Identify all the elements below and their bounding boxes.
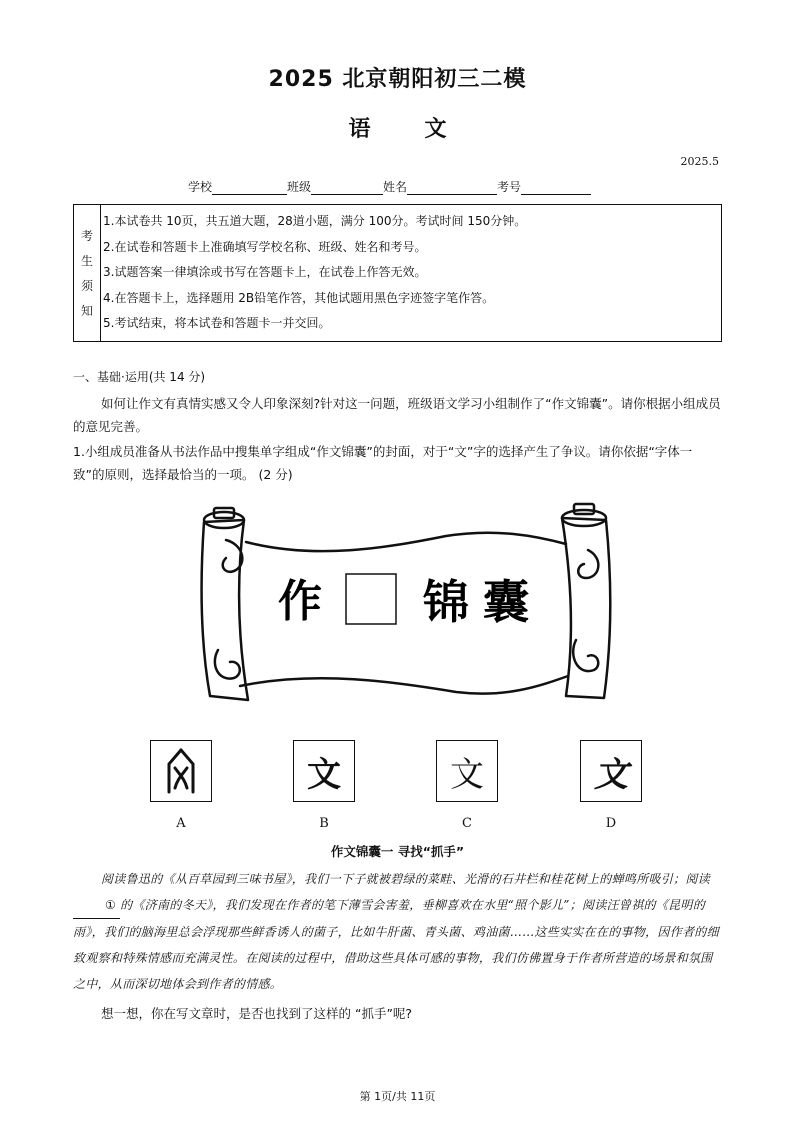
option-b-label: B xyxy=(319,816,329,831)
scroll-char-nang: 囊 xyxy=(483,575,529,629)
subject-title xyxy=(0,112,795,143)
page-footer: 第 1页/共 11页 xyxy=(359,1090,436,1103)
reading-part-a: 阅读鲁迅的《从百草园到三味书屋》，我们一下子就被碧绿的菜畦、光滑的石井栏和桂花树上的蝉鸣所吸引；阅读 xyxy=(101,872,711,886)
scroll-left-roller xyxy=(202,520,248,700)
option-d-label: D xyxy=(605,816,617,831)
name-label: 姓名 xyxy=(383,180,408,194)
notice-item: 1.本试卷共 10页，共五道大题，28道小题，满分 100分。考试时间 150分钟。 xyxy=(103,214,527,228)
option-c-box[interactable] xyxy=(436,740,498,802)
student-info-line xyxy=(188,178,591,195)
exam-date: 2025.5 xyxy=(680,155,719,168)
exam-notice-box xyxy=(73,204,722,342)
option-b-box[interactable] xyxy=(293,740,355,802)
seal-script-wen-icon xyxy=(161,746,201,796)
notice-item: 2.在试卷和答题卡上准确填写学校名称、班级、姓名和考号。 xyxy=(103,239,427,254)
class-label: 班级 xyxy=(287,180,312,194)
notice-side-label xyxy=(74,205,101,341)
subject-char-1: 语 xyxy=(348,117,371,142)
blank-1[interactable]: ① xyxy=(73,892,120,919)
exam-title: 2025 北京朝阳初三二模 xyxy=(268,67,527,92)
notice-item: 4.在答题卡上，选择题用 2B铅笔作答，其他试题用黑色字迹签字笔作答。 xyxy=(103,290,495,305)
exam-number-field[interactable] xyxy=(521,181,591,195)
notice-side-char: 生 xyxy=(80,254,93,268)
scroll-char-zuo: 作 xyxy=(278,576,322,627)
school-label: 学校 xyxy=(188,180,213,194)
section-heading: 一、基础·运用(共 14 分) xyxy=(73,370,206,384)
scroll-bottom-edge xyxy=(240,676,568,694)
option-c-label: C xyxy=(462,816,472,831)
option-a-label: A xyxy=(176,816,186,831)
notice-side-char: 知 xyxy=(80,304,93,318)
question-1: 1.小组成员准备从书法作品中搜集单字组成“作文锦囊”的封面，对于“文”字的选择产生了争议。请你依据“字体一致”的原则，选择最恰当的一项。 (2 分) xyxy=(73,444,693,482)
option-b-glyph: 文 xyxy=(307,754,341,795)
option-a-box[interactable] xyxy=(150,740,212,802)
tip-1-title: 作文锦囊一 寻找“抓手” xyxy=(330,844,465,859)
scroll-top-edge xyxy=(246,533,566,551)
exam-number-label: 考号 xyxy=(497,180,522,194)
school-field[interactable] xyxy=(212,181,287,195)
option-d-glyph: 文 xyxy=(594,754,628,795)
subject-char-2: 文 xyxy=(424,117,447,142)
option-d-box[interactable] xyxy=(580,740,642,802)
notice-side-char: 须 xyxy=(80,279,93,293)
reading-passage xyxy=(73,866,723,997)
scroll-illustration xyxy=(196,500,616,710)
reflection-question: 想一想，你在写文章时，是否也找到了这样的 “抓手”呢? xyxy=(101,1006,413,1021)
notice-item: 3.试题答案一律填涂或书写在答题卡上，在试卷上作答无效。 xyxy=(103,265,427,279)
notice-item: 5.考试结束，将本试卷和答题卡一并交回。 xyxy=(103,316,331,330)
scroll-char-jin: 锦 xyxy=(423,575,469,629)
name-field[interactable] xyxy=(407,181,497,195)
option-c-glyph: 文 xyxy=(450,754,484,795)
title-blank-box xyxy=(346,574,396,624)
reading-part-b: 的《济南的冬天》，我们发现在作者的笔下薄雪会害羞，垂柳喜欢在水里“照个影儿”；阅读汪曾祺的《昆明的雨》，我们的脑海里总会浮现那些鲜香诱人的菌子，比如牛肝菌、青头菌、鸡油菌……这些实实在在的事物，因作者的细致观察和特殊情感而充满灵性。在阅读的过程中，借助这些具体可感的事物，我们仿佛置身于作者所营造的场景和氛围之中，从而深切地体会到作者的情感。 xyxy=(73,898,719,991)
notice-side-char: 考 xyxy=(80,229,93,243)
notice-list xyxy=(103,209,526,337)
class-field[interactable] xyxy=(311,181,383,195)
section-intro: 如何让作文有真情实感又令人印象深刻?针对这一问题，班级语文学习小组制作了“作文锦囊”。请你根据小组成员的意见完善。 xyxy=(73,396,721,434)
